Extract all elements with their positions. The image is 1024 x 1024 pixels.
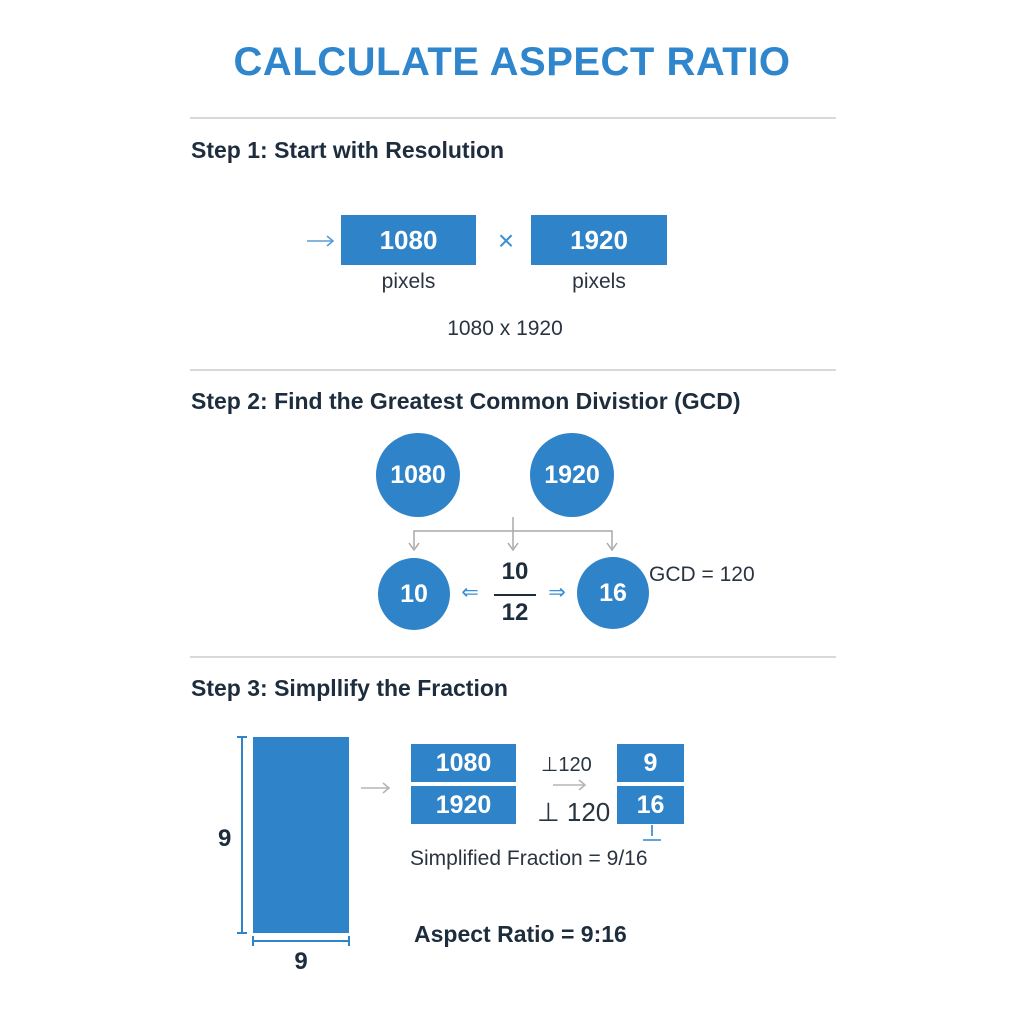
arrow-right-double-icon: ⇒ <box>548 581 566 604</box>
circle-result-right: 16 <box>577 557 649 629</box>
unit-right: pixels <box>572 270 626 293</box>
gcd-result: GCD = 120 <box>649 563 755 586</box>
divider-2 <box>190 656 836 658</box>
fraction-bar <box>494 594 536 596</box>
divider-1 <box>190 369 836 371</box>
width-value-box: 1080 <box>341 215 476 265</box>
simplified-fraction: Simplified Fraction = 9/16 <box>410 847 648 870</box>
times-icon: × <box>497 225 515 256</box>
resolution-text: 1080 x 1920 <box>447 317 563 340</box>
result-numerator-box: 9 <box>617 744 684 782</box>
height-value-box: 1920 <box>531 215 667 265</box>
aspect-rectangle <box>253 737 349 933</box>
rect-height-label: 9 <box>218 825 232 852</box>
rect-width-label: 9 <box>294 948 308 975</box>
page-title: CALCULATE ASPECT RATIO <box>233 40 791 84</box>
result-denominator-box: 16 <box>617 786 684 824</box>
fraction-bottom: 12 <box>501 599 529 626</box>
circle-value-b: 1920 <box>530 433 614 517</box>
circle-result-left: 10 <box>378 558 450 630</box>
numerator-box: 1080 <box>411 744 516 782</box>
arrow-right-icon <box>307 236 333 246</box>
aspect-ratio-result: Aspect Ratio = 9:16 <box>414 921 627 947</box>
step3-title: Step 3: Simpllify the Fraction <box>191 675 508 701</box>
fraction-top: 10 <box>501 558 529 585</box>
step2-title: Step 2: Find the Greatest Common Divistior (GCD) <box>191 388 741 414</box>
unit-left: pixels <box>381 270 436 293</box>
step1-title: Step 1: Start with Resolution <box>191 137 505 163</box>
tick-mark <box>643 825 661 840</box>
gcd-branch-lines <box>409 517 617 550</box>
denominator-box: 1920 <box>411 786 516 824</box>
divide-bottom: ⊥ 120 <box>537 797 611 827</box>
circle-value-a: 1080 <box>376 433 460 517</box>
divide-top: ⊥120 <box>541 754 592 776</box>
arrow-left-icon: ⇐ <box>461 581 479 604</box>
